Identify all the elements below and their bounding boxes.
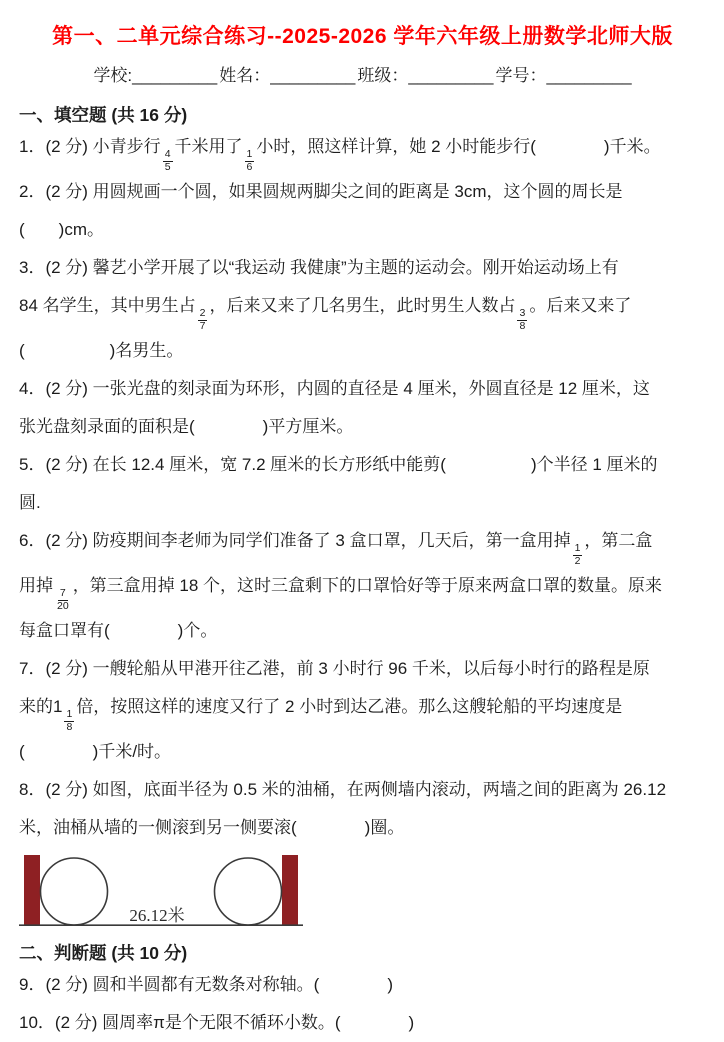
student-info-field <box>93 64 217 88</box>
blank-line: _________ <box>270 66 356 85</box>
question-line: 1．(2 分) 小青步行 $\frac{4}{5}$ 千米用了 $\frac{1}{6}$ 小时，照这样计算，她 2 小时能步行( )千米。 <box>19 137 661 173</box>
question <box>19 1004 706 1042</box>
fraction: $\frac{7}{20}$ <box>57 587 69 612</box>
student-info-field <box>495 64 631 88</box>
field-label: 姓名： <box>219 66 271 85</box>
question <box>19 249 706 370</box>
question-line: 张光盘刻录面的面积是( )平方厘米。 <box>19 417 354 437</box>
question-line: 用掉 $\frac{7}{20}$ ，第三盒用掉 18 个，这时三盒剩下的口罩恰好等于原来两盒口罩的数量。原来 <box>19 576 663 612</box>
question <box>19 771 706 847</box>
question <box>19 446 706 522</box>
question <box>19 650 706 771</box>
question-line: 3．(2 分) 馨艺小学开展了以“我运动 我健康”为主题的运动会。刚开始运动场上有 <box>19 258 619 278</box>
section-heading-2: 二、判断题 (共 10 分) <box>19 943 188 964</box>
student-info-row <box>19 64 706 88</box>
question-line: 6．(2 分) 防疫期间李老师为同学们准备了 3 盒口罩，几天后，第一盒用掉 $\frac{1}{2}$ ，第二盒 <box>19 531 653 567</box>
question-line: ( )名男生。 <box>19 341 184 361</box>
fraction: $\frac{1}{2}$ <box>574 542 581 567</box>
question-line: 8．(2 分) 如图，底面半径为 0.5 米的油桶，在两侧墙内滚动，两墙之间的距离为 26.12 <box>19 780 667 800</box>
question-line: 4．(2 分) 一张光盘的刻录面为环形，内圆的直径是 4 厘米，外圆直径是 12 厘米，这 <box>19 379 650 399</box>
question <box>19 370 706 446</box>
question-line: 来的1 $\frac{1}{8}$ 倍，按照这样的速度又行了 2 小时到达乙港。那么这艘轮船的平均速度是 <box>19 697 623 733</box>
distance-label: 26.12米 <box>129 906 185 926</box>
exam-sections <box>19 102 706 1042</box>
question-line: ( )千米/时。 <box>19 742 172 762</box>
question-line: 7．(2 分) 一艘轮船从甲港开往乙港，前 3 小时行 96 千米，以后每小时行的路程是原 <box>19 659 650 679</box>
field-label: 学校: <box>93 66 133 85</box>
question-line: 2．(2 分) 用圆规画一个圆，如果圆规两脚尖之间的距离是 3cm，这个圆的周长是 <box>19 182 623 202</box>
fraction: $\frac{1}{6}$ <box>246 148 253 173</box>
question-line: 5．(2 分) 在长 12.4 厘米，宽 7.2 厘米的长方形纸中能剪( )个半径 1 厘米的 <box>19 455 658 475</box>
question-line: 9．(2 分) 圆和半圆都有无数条对称轴。( ) <box>19 975 393 995</box>
field-label: 班级： <box>357 66 409 85</box>
right-wall <box>282 855 298 925</box>
fraction: $\frac{3}{8}$ <box>519 307 526 332</box>
oil-drum-left <box>41 858 108 925</box>
question <box>19 173 706 249</box>
question-line: 圆. <box>19 493 41 513</box>
blank-line: _________ <box>408 66 494 85</box>
question-line: ( )cm。 <box>19 220 104 240</box>
question-line: 84 名学生，其中男生占 $\frac{2}{7}$ ，后来又来了几名男生，此时男生人数占 $\frac{3}{8}$ 。后来又来了 <box>19 296 632 332</box>
question-line: 米，油桶从墙的一侧滚到另一侧要滚( )圈。 <box>19 818 405 838</box>
student-info-field <box>219 64 355 88</box>
question-line: 每盒口罩有( )个。 <box>19 621 218 641</box>
student-info-field <box>357 64 493 88</box>
question-line: 10．(2 分) 圆周率π是个无限不循环小数。( ) <box>19 1013 415 1033</box>
left-wall <box>24 855 40 925</box>
question <box>19 522 706 650</box>
question <box>19 966 706 1004</box>
blank-line: _________ <box>546 66 632 85</box>
page-title: 第一、二单元综合练习--2025-2026 学年六年级上册数学北师大版 <box>52 25 673 48</box>
fraction: $\frac{1}{8}$ <box>66 708 73 733</box>
oil-drum-figure <box>19 852 706 930</box>
blank-line: _________ <box>132 66 218 85</box>
oil-drum-figure-svg <box>19 852 311 930</box>
fraction: $\frac{2}{7}$ <box>199 307 206 332</box>
fraction: $\frac{4}{5}$ <box>164 148 171 173</box>
oil-drum-right <box>215 858 282 925</box>
section-heading-1: 一、填空题 (共 16 分) <box>19 105 188 125</box>
field-label: 学号： <box>495 66 547 85</box>
question <box>19 128 706 173</box>
